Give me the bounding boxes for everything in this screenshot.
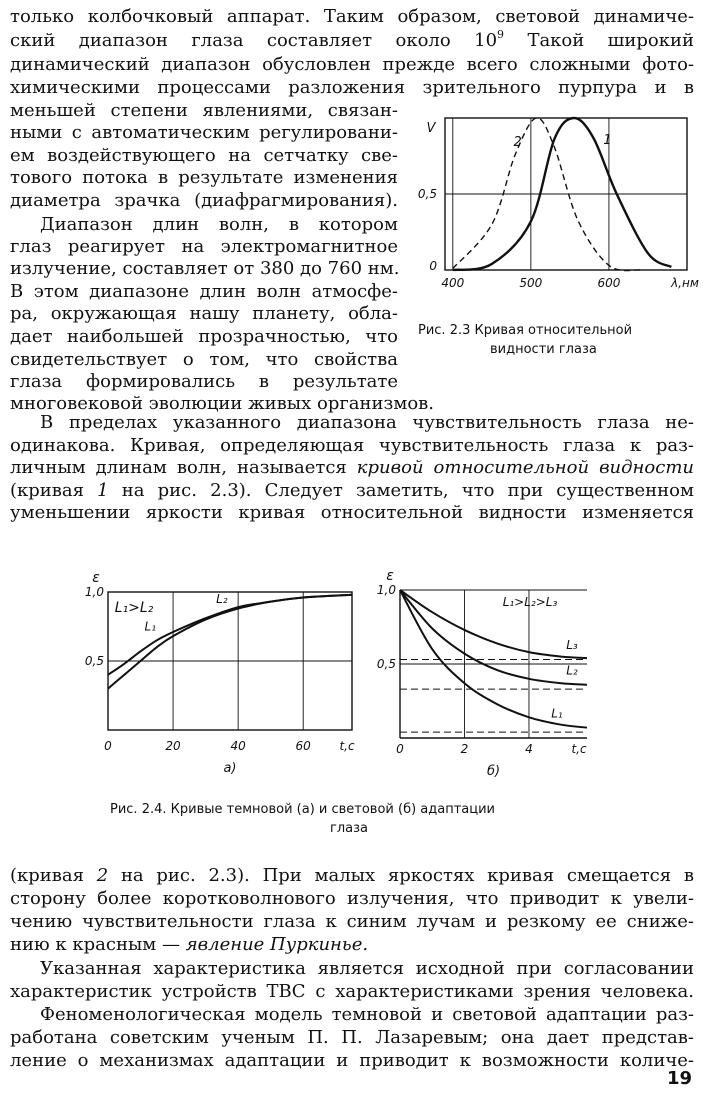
text-line: свидетельствует о том, что свойства — [10, 349, 398, 370]
text-line: глаз реагирует на электромагнитное — [10, 236, 398, 257]
y-tick-label: 0 — [429, 259, 437, 273]
text-fragment: на рис. 2.3). При малых яркостях кривая смещается в — [108, 865, 694, 886]
text-line: ем воздействующего на сетчатку све- — [10, 145, 398, 166]
text-line: Диапазон длин волн, в котором — [40, 214, 398, 235]
condition-label: L₁>L₂>L₃ — [502, 595, 558, 609]
x-tick-label: 2 — [460, 742, 469, 756]
figure-2-3-caption: видности глаза — [490, 342, 597, 357]
y-tick-label: 0,5 — [417, 187, 437, 201]
text-fragment: (кривая — [10, 480, 98, 501]
x-tick-label: 20 — [165, 739, 181, 753]
panel-label: а) — [223, 761, 237, 776]
x-tick-label: 0 — [396, 742, 404, 756]
text-line: только колбочковый аппарат. Таким образом, световой динамиче- — [10, 6, 694, 27]
figure-2-3 — [405, 110, 705, 325]
condition-label: L₁>L₂ — [114, 600, 154, 616]
x-tick-label: 60 — [295, 739, 311, 753]
x-tick-label: 40 — [230, 739, 246, 753]
text-line: сторону более коротковолнового излучения, что приводит к увели- — [10, 888, 694, 909]
figure-2-4 — [80, 560, 620, 790]
text-line — [10, 457, 694, 478]
series-L₂-line — [400, 590, 587, 685]
panel-label: б) — [486, 764, 501, 779]
text-line: многовековой эволюции живых организмов. — [10, 393, 435, 414]
text-line: уменьшении яркости кривая относительной видности изменяется — [10, 502, 694, 523]
x-axis-label: t,c — [339, 739, 355, 753]
x-tick-label: 500 — [519, 276, 543, 290]
figure-2-3-caption: Рис. 2.3 Кривая относительной — [418, 323, 633, 338]
text-line: химическими процессами разложения зрительного пурпура и в — [10, 77, 694, 98]
x-tick-label: 4 — [525, 742, 533, 756]
y-axis-label: ε — [92, 570, 100, 586]
visibility-chart — [418, 118, 699, 290]
text-fragment: личным длинам волн, называется — [10, 457, 357, 478]
series-label: 1 — [603, 133, 612, 148]
text-fragment: ский диапазон глаза составляет около 10 — [10, 30, 498, 51]
text-line: В пределах указанного диапазона чувствительность глаза не- — [40, 412, 694, 433]
x-axis-label: t,c — [571, 742, 587, 756]
series-label: L₁ — [144, 619, 157, 634]
figure-2-4-caption: глаза — [330, 821, 368, 836]
text-fragment: на рис. 2.3). Следует заметить, что при существенном — [108, 480, 694, 501]
text-line: одинакова. Кривая, определяющая чувствительность глаза к раз- — [10, 435, 694, 456]
y-axis-label: V — [426, 121, 436, 136]
text-line: В этом диапазоне длин волн атмосфе- — [10, 281, 398, 302]
text-line — [10, 480, 694, 501]
term-italic: кривой относительной видности — [356, 457, 694, 478]
text-line: тового потока в результате изменения — [10, 167, 398, 188]
y-tick-label: 1,0 — [84, 585, 104, 599]
series-label: L₁ — [551, 706, 563, 721]
text-fragment: Такой широкий — [504, 30, 695, 51]
text-fragment: 2 — [96, 865, 109, 886]
y-tick-label: 0,5 — [376, 657, 396, 671]
text-line: глаза формировались в результате — [10, 371, 398, 392]
y-tick-label: 0,5 — [84, 654, 104, 668]
text-fragment: 1 — [97, 480, 109, 501]
series-label: L₂ — [216, 592, 228, 607]
text-line — [10, 934, 368, 955]
text-line: дает наибольшей прозрачностью, что — [10, 326, 398, 347]
text-line: меньшей степени явлениями, связан- — [10, 100, 398, 121]
text-line: чению чувствительности глаза к синим лучам и резкому ее сниже- — [10, 911, 694, 932]
text-line: характеристик устройств ТВС с характеристиками зрения человека. — [10, 981, 694, 1002]
series-label: L₂ — [566, 663, 578, 678]
series-label: L₃ — [566, 638, 578, 653]
text-line — [10, 865, 694, 886]
text-line — [10, 30, 694, 51]
x-tick-label: 0 — [104, 739, 112, 753]
x-tick-label: 600 — [597, 276, 621, 290]
figure-2-4-caption: Рис. 2.4. Кривые темновой (а) и световой (б) адаптации — [110, 802, 496, 817]
text-line: диаметра зрачка (диафрагмирования). — [10, 190, 398, 211]
text-line: излучение, составляет от 380 до 760 нм. — [10, 258, 400, 279]
text-fragment: нию к красным — — [10, 934, 186, 955]
text-line: Указанная характеристика является исходной при согласовании — [40, 958, 694, 979]
y-axis-label: ε — [386, 568, 394, 584]
text-fragment: (кривая — [10, 865, 97, 886]
text-line: динамический диапазон обусловлен прежде всего сложными фото- — [10, 54, 694, 75]
x-axis-label: λ,нм — [671, 276, 699, 290]
term-italic: явление Пуркинье. — [185, 934, 369, 955]
x-tick-label: 400 — [441, 276, 465, 290]
text-line: ра, окружающая нашу планету, обла- — [10, 303, 398, 324]
y-tick-label: 1,0 — [376, 583, 396, 597]
superscript: 9 — [497, 28, 505, 41]
text-line: ными с автоматическим регулировани- — [10, 122, 398, 143]
dark-adaptation-chart — [85, 570, 355, 776]
series-label: 2 — [513, 135, 522, 150]
page-number: 19 — [666, 1068, 692, 1089]
text-line: Феноменологическая модель темновой и световой адаптации раз- — [40, 1004, 694, 1025]
text-line: ление о механизмах адаптации и приводит к возможности количе- — [10, 1050, 694, 1071]
light-adaptation-chart — [377, 568, 587, 779]
text-line: работана советским ученым П. П. Лазаревым; она дает представ- — [10, 1027, 694, 1048]
